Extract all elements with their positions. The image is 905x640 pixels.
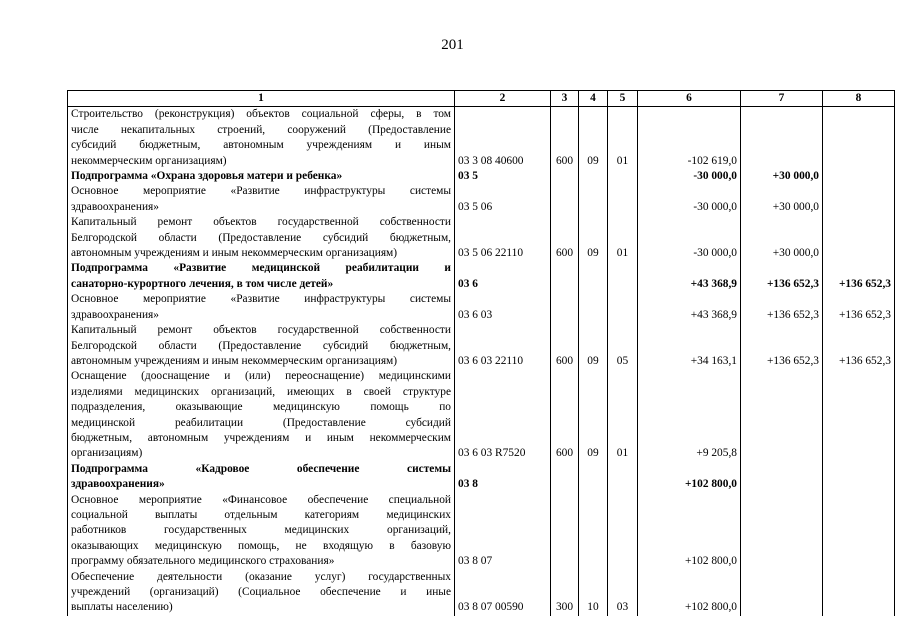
subsection-cell: 05 [608,323,638,369]
row-name-line: Капитальный ремонт объектов государственной собственности [71,324,451,337]
section-cell [579,493,608,570]
column-header: 6 [638,91,741,107]
section-cell [579,169,608,184]
row-name-cell [68,261,455,292]
code-cell: 03 5 [455,169,551,184]
table-row [68,215,895,261]
amount-col8-cell [823,493,895,570]
row-name-line: числе некапитальных строений, сооружений (Предоставление [71,123,451,136]
type-code-cell [551,292,579,323]
row-name-line: социальной выплаты отдельным категориям медицинских [71,508,451,521]
row-name-line: выплаты населению) [71,601,173,614]
amount-col7-cell [741,462,823,493]
row-name-line: автономным учреждениям и иным некоммерческим организациям) [71,354,398,367]
code-cell: 03 8 07 00590 [455,570,551,616]
type-code-cell: 600 [551,215,579,261]
amount-col8-cell [823,570,895,616]
subsection-cell [608,261,638,292]
section-cell [579,462,608,493]
row-name-line: Основное мероприятие «Развитие инфраструктуры системы [71,185,451,198]
amount-col8-cell: +136 652,3 [823,323,895,369]
amount-col8-cell [823,462,895,493]
type-code-cell: 600 [551,323,579,369]
row-name-line: изделиями медицинских организаций, имеющих в своей структуре [71,385,451,398]
amount-col8-cell: +136 652,3 [823,292,895,323]
row-name-line: Обеспечение деятельности (оказание услуг) государственных [71,570,451,583]
table-header-row [68,91,895,107]
table-row [68,570,895,616]
row-name-cell [68,169,455,184]
amount-col7-cell: +30 000,0 [741,184,823,215]
table-row [68,184,895,215]
table-row [68,107,895,169]
row-name-line: Подпрограмма «Развитие медицинской реабилитации и [71,262,451,275]
column-header: 2 [455,91,551,107]
column-header: 1 [68,91,455,107]
budget-table [67,90,895,616]
code-cell: 03 8 [455,462,551,493]
code-cell: 03 6 03 [455,292,551,323]
amount-col6-cell: +34 163,1 [638,323,741,369]
row-name-cell [68,493,455,570]
amount-col6-cell: +43 368,9 [638,261,741,292]
section-cell: 09 [579,323,608,369]
amount-col7-cell [741,369,823,461]
column-header: 5 [608,91,638,107]
amount-col8-cell [823,369,895,461]
column-header: 3 [551,91,579,107]
section-cell: 09 [579,107,608,169]
row-name-cell [68,369,455,461]
type-code-cell [551,462,579,493]
row-name-line: Капитальный ремонт объектов государственной собственности [71,216,451,229]
amount-col8-cell [823,169,895,184]
row-name-line: Подпрограмма «Кадровое обеспечение системы [71,462,451,475]
table-row [68,462,895,493]
column-header: 4 [579,91,608,107]
amount-col6-cell: -30 000,0 [638,169,741,184]
row-name-line: медицинской реабилитации (Предоставление субсидий [71,416,451,429]
row-name-line: Оснащение (дооснащение и (или) переоснащение) медицинскими [71,370,451,383]
amount-col6-cell: +102 800,0 [638,570,741,616]
subsection-cell [608,184,638,215]
page-number: 201 [441,37,464,53]
row-name-cell [68,462,455,493]
row-name-cell [68,323,455,369]
amount-col8-cell [823,184,895,215]
type-code-cell [551,169,579,184]
amount-col8-cell [823,215,895,261]
row-name-line: учреждений (организаций) (Социальное обеспечение и иные [71,586,451,598]
subsection-cell [608,462,638,493]
subsection-cell: 01 [608,107,638,169]
row-name-line: здравоохранения» [71,200,159,213]
row-name-line: санаторно-курортного лечения, в том числе детей» [71,277,334,290]
subsection-cell: 01 [608,215,638,261]
amount-col6-cell: -102 619,0 [638,107,741,169]
amount-col7-cell [741,107,823,169]
table-row [68,169,895,184]
row-name-line: работников государственных медицинских организаций, [71,524,451,537]
amount-col8-cell: +136 652,3 [823,261,895,292]
table-row [68,261,895,292]
amount-col6-cell: +9 205,8 [638,369,741,461]
amount-col6-cell: -30 000,0 [638,215,741,261]
row-name-line: Основное мероприятие «Развитие инфраструктуры системы [71,293,451,306]
row-name-line: программу обязательного медицинского страхования» [71,555,335,568]
row-name-line: Подпрограмма «Охрана здоровья матери и ребенка» [71,170,343,183]
section-cell: 10 [579,570,608,616]
type-code-cell: 300 [551,570,579,616]
amount-col7-cell: +30 000,0 [741,215,823,261]
table-row [68,369,895,461]
row-name-line: автономным учреждениям и иным некоммерческим организациям) [71,247,398,260]
row-name-line: Белгородской области (Предоставление субсидий бюджетным, [71,339,451,352]
row-name-line: подразделения, оказывающие медицинскую помощь по [71,401,451,414]
row-name-line: бюджетным, автономным учреждениям и иным некоммерческим [71,431,451,444]
column-header: 7 [741,91,823,107]
code-cell: 03 8 07 [455,493,551,570]
amount-col7-cell: +136 652,3 [741,323,823,369]
type-code-cell [551,493,579,570]
type-code-cell: 600 [551,369,579,461]
table-row [68,323,895,369]
row-name-cell [68,107,455,169]
row-name-line: организациям) [71,447,143,460]
row-name-cell [68,215,455,261]
row-name-line: Строительство (реконструкция) объектов социальной сферы, в том [71,108,451,121]
subsection-cell [608,493,638,570]
amount-col6-cell: +43 368,9 [638,292,741,323]
section-cell: 09 [579,215,608,261]
row-name-cell [68,292,455,323]
amount-col7-cell [741,570,823,616]
code-cell: 03 6 [455,261,551,292]
section-cell: 09 [579,369,608,461]
amount-col7-cell [741,493,823,570]
amount-col7-cell: +136 652,3 [741,261,823,292]
type-code-cell [551,261,579,292]
column-header: 8 [823,91,895,107]
section-cell [579,261,608,292]
row-name-line: оказывающих медицинскую помощь, не входящую в базовую [71,539,451,552]
amount-col8-cell [823,107,895,169]
subsection-cell: 03 [608,570,638,616]
code-cell: 03 3 08 40600 [455,107,551,169]
row-name-line: Белгородской области (Предоставление субсидий бюджетным, [71,231,451,244]
row-name-line: субсидий бюджетным, автономным учреждениям и иным [71,139,451,152]
amount-col6-cell: -30 000,0 [638,184,741,215]
row-name-line: некоммерческим организациям) [71,154,227,167]
subsection-cell [608,169,638,184]
table-row [68,493,895,570]
row-name-cell [68,570,455,616]
code-cell: 03 5 06 [455,184,551,215]
amount-col7-cell: +30 000,0 [741,169,823,184]
amount-col6-cell: +102 800,0 [638,493,741,570]
code-cell: 03 5 06 22110 [455,215,551,261]
section-cell [579,184,608,215]
row-name-cell [68,184,455,215]
amount-col7-cell: +136 652,3 [741,292,823,323]
amount-col6-cell: +102 800,0 [638,462,741,493]
code-cell: 03 6 03 R7520 [455,369,551,461]
row-name-line: Основное мероприятие «Финансовое обеспечение специальной [71,493,451,506]
table-row [68,292,895,323]
row-name-line: здравоохранения» [71,308,159,321]
subsection-cell: 01 [608,369,638,461]
section-cell [579,292,608,323]
type-code-cell [551,184,579,215]
type-code-cell: 600 [551,107,579,169]
row-name-line: здравоохранения» [71,478,165,491]
code-cell: 03 6 03 22110 [455,323,551,369]
subsection-cell [608,292,638,323]
